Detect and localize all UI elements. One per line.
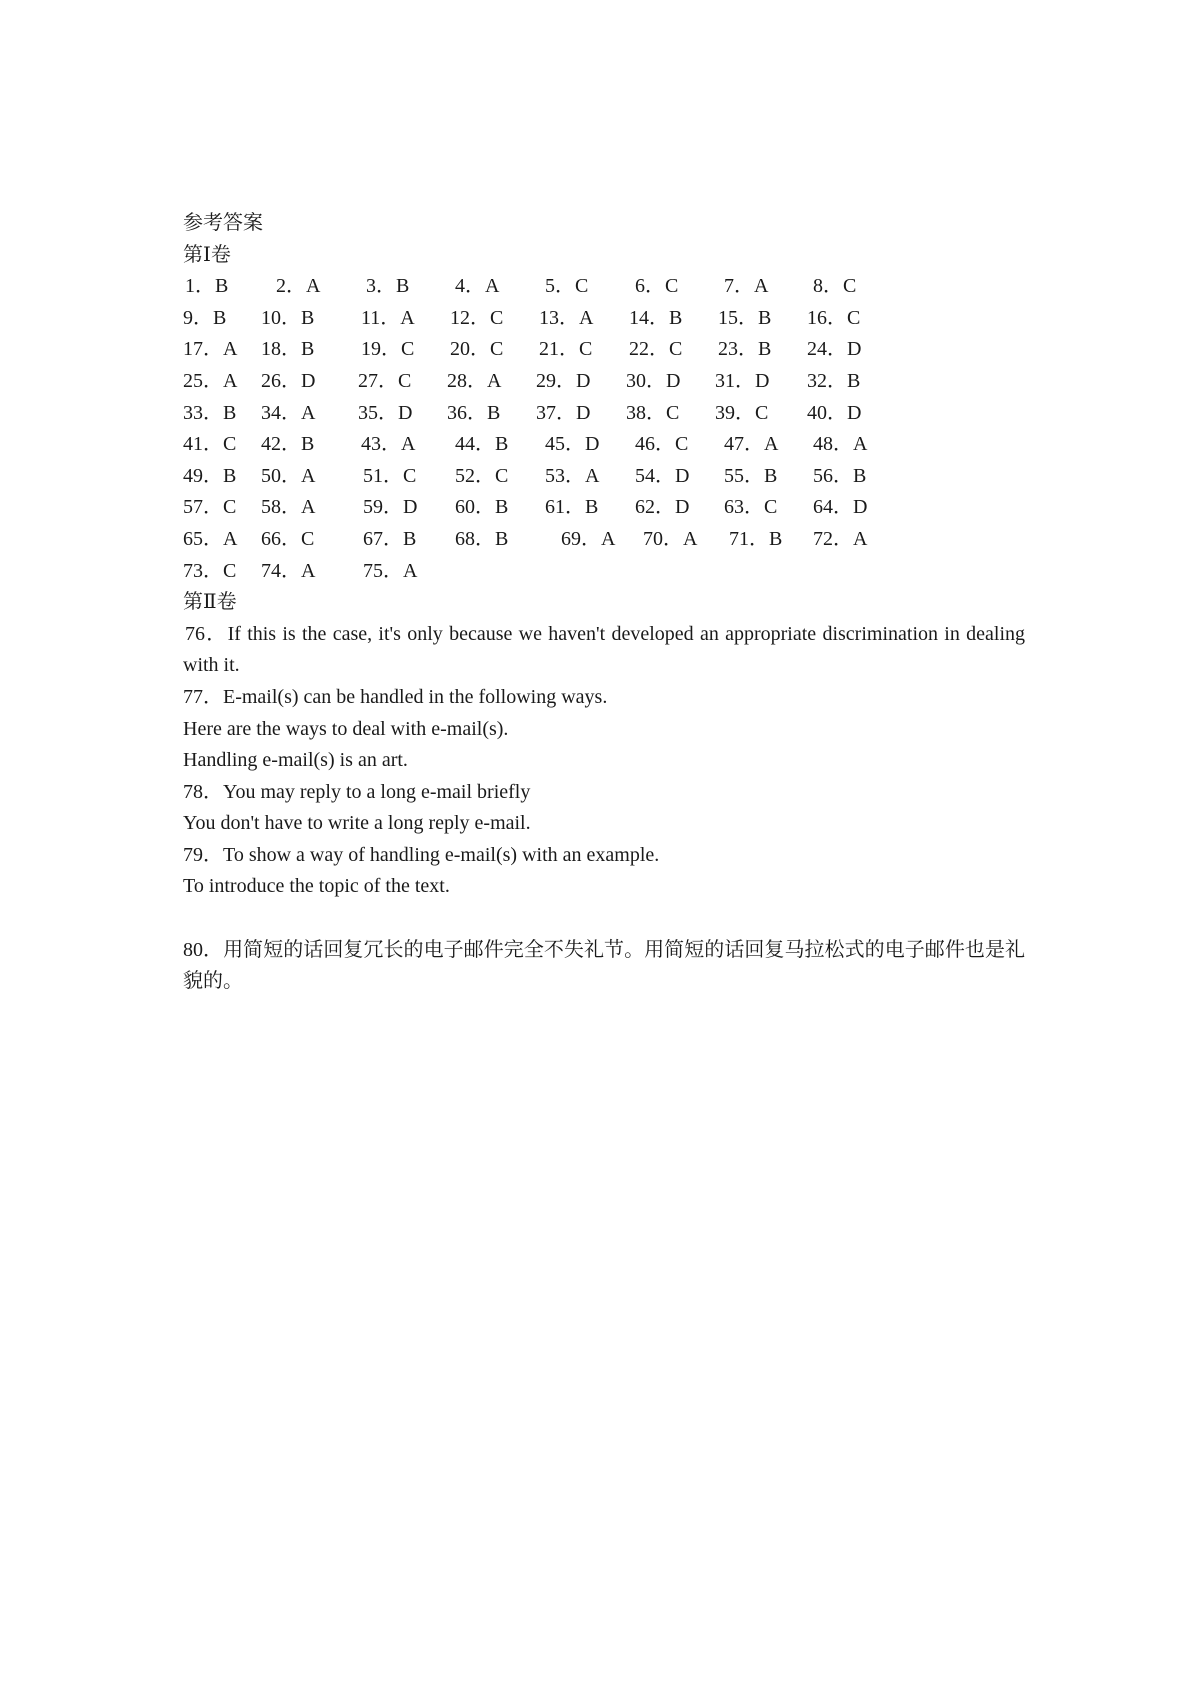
answer-item: 7．A: [724, 275, 769, 298]
answer-item: 68．B: [455, 527, 509, 550]
answer-item: 25．A: [183, 369, 238, 392]
answer-item: 48．A: [813, 433, 868, 456]
blank-line: [183, 903, 1025, 935]
answer-item: 61．B: [545, 496, 599, 519]
answer-item: 63．C: [724, 496, 778, 519]
answer-item: 19．C: [361, 338, 415, 361]
answer-item: 74．A: [261, 559, 316, 582]
answer-item: 34．A: [261, 401, 316, 424]
answer-77-line-2: Here are the ways to deal with e-mail(s).: [183, 717, 509, 740]
answer-item: 21．C: [539, 338, 593, 361]
answer-item: 16．C: [807, 306, 861, 329]
answer-item: 18．B: [261, 338, 315, 361]
answer-item: 70．A: [643, 527, 698, 550]
answer-item: 14．B: [629, 306, 683, 329]
answer-item: 45．D: [545, 433, 600, 456]
answer-row: [183, 366, 1025, 398]
answer-key: [183, 208, 1025, 998]
answer-row: [183, 334, 1025, 366]
answer-item: 72．A: [813, 527, 868, 550]
answer-item: 11．A: [361, 306, 415, 329]
answer-item: 64．D: [813, 496, 868, 519]
answer-item: 43．A: [361, 433, 416, 456]
answer-item: 6．C: [635, 275, 679, 298]
answer-item: 42．B: [261, 433, 315, 456]
answer-row: [183, 524, 1025, 556]
answer-item: 13．A: [539, 306, 594, 329]
answer-item: 32．B: [807, 369, 861, 392]
answer-item: 59．D: [363, 496, 418, 519]
answer-item: 8．C: [813, 275, 857, 298]
answer-item: 39．C: [715, 401, 769, 424]
answer-item: 1．B: [185, 275, 229, 298]
answer-item: 27．C: [358, 369, 412, 392]
answer-76: 76．If this is the case, it's only because we haven't developed an appropriate discrimination in dealing with it.: [183, 622, 1025, 677]
answer-item: 53．A: [545, 464, 600, 487]
answer-item: 57．C: [183, 496, 237, 519]
answer-item: 56．B: [813, 464, 867, 487]
answer-item: 35．D: [358, 401, 413, 424]
answer-item: 36．B: [447, 401, 501, 424]
document-title: 参考答案: [183, 212, 263, 234]
answer-78-line-2: You don't have to write a long reply e-mail.: [183, 812, 531, 835]
answer-item: 38．C: [626, 401, 680, 424]
answer-item: 29．D: [536, 369, 591, 392]
answer-item: 26．D: [261, 369, 316, 392]
answer-item: 75．A: [363, 559, 418, 582]
answer-row: [183, 271, 1025, 303]
answer-row: [183, 429, 1025, 461]
answer-item: 31．D: [715, 369, 770, 392]
answer-item: 28．A: [447, 369, 502, 392]
answer-item: 65．A: [183, 527, 238, 550]
answer-item: 60．B: [455, 496, 509, 519]
answer-item: 22．C: [629, 338, 683, 361]
answer-79-line-1: 79．To show a way of handling e-mail(s) with an example.: [183, 843, 660, 866]
answer-77-line-3: Handling e-mail(s) is an art.: [183, 749, 408, 772]
answer-item: 69．A: [561, 527, 616, 550]
answer-row: [183, 461, 1025, 493]
answer-item: 67．B: [363, 527, 417, 550]
answer-item: 44．B: [455, 433, 509, 456]
answer-item: 66．C: [261, 527, 315, 550]
answer-item: 2．A: [276, 275, 321, 298]
answer-item: 17．A: [183, 338, 238, 361]
answer-row: [183, 492, 1025, 524]
answer-item: 46．C: [635, 433, 689, 456]
answer-item: 55．B: [724, 464, 778, 487]
answer-item: 15．B: [718, 306, 772, 329]
answer-78-line-1: 78．You may reply to a long e-mail briefly: [183, 780, 531, 803]
answer-row: [183, 398, 1025, 430]
part2-heading: 第Ⅱ卷: [183, 591, 237, 614]
answer-item: 24．D: [807, 338, 862, 361]
answer-77-line-1: 77．E-mail(s) can be handled in the following ways.: [183, 685, 608, 708]
answer-item: 73．C: [183, 559, 237, 582]
answer-79-line-2: To introduce the topic of the text.: [183, 875, 450, 898]
answer-80: 80．用简短的话回复冗长的电子邮件完全不失礼节。用简短的话回复马拉松式的电子邮件也是礼貌的。: [183, 938, 1025, 993]
answer-item: 58．A: [261, 496, 316, 519]
answer-item: 51．C: [363, 464, 417, 487]
answer-item: 12．C: [450, 306, 504, 329]
answer-grid: [183, 271, 1025, 587]
answer-item: 71．B: [729, 527, 783, 550]
answer-item: 40．D: [807, 401, 862, 424]
answer-item: 54．D: [635, 464, 690, 487]
answer-item: 3．B: [366, 275, 410, 298]
answer-item: 47．A: [724, 433, 779, 456]
part1-heading: 第Ⅰ卷: [183, 243, 231, 266]
answer-row: [183, 556, 1025, 588]
answer-item: 50．A: [261, 464, 316, 487]
answer-item: 10．B: [261, 306, 315, 329]
answer-item: 49．B: [183, 464, 237, 487]
answer-item: 37．D: [536, 401, 591, 424]
answer-item: 41．C: [183, 433, 237, 456]
answer-item: 23．B: [718, 338, 772, 361]
answer-row: [183, 303, 1025, 335]
answer-item: 62．D: [635, 496, 690, 519]
answer-item: 52．C: [455, 464, 509, 487]
answer-item: 5．C: [545, 275, 589, 298]
answer-item: 9．B: [183, 306, 227, 329]
answer-item: 4．A: [455, 275, 500, 298]
answer-item: 33．B: [183, 401, 237, 424]
answer-item: 30．D: [626, 369, 681, 392]
answer-item: 20．C: [450, 338, 504, 361]
